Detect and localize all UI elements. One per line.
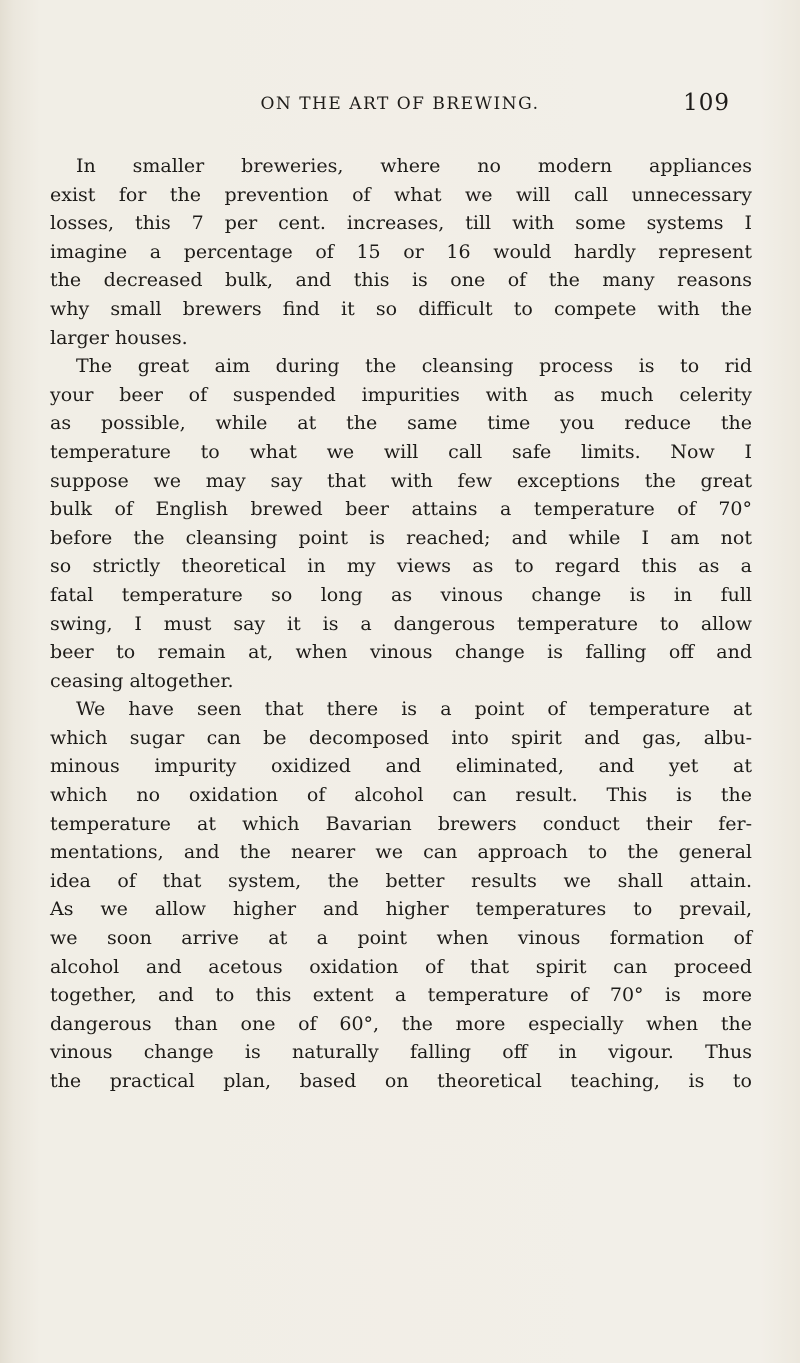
text-line: larger houses. xyxy=(50,326,188,349)
text-line: the practical plan, based on theoretical teaching, is to xyxy=(50,1070,752,1092)
page-header xyxy=(0,90,800,130)
text-line: the decreased bulk, and this is one of the many reasons xyxy=(50,269,752,292)
text-line: idea of that system, the better results we shall attain. xyxy=(50,869,752,892)
text-line: ceasing altogether. xyxy=(50,669,234,692)
text-line: which sugar can be decomposed into spirit and gas, albu- xyxy=(50,726,752,749)
text-line: beer to remain at, when vinous change is falling off and xyxy=(50,641,752,664)
text-line: why small brewers find it so difficult to compete with the xyxy=(50,297,752,320)
text-line: before the cleansing point is reached; and while I am not xyxy=(50,526,752,549)
text-line: temperature at which Bavarian brewers conduct their fer- xyxy=(50,812,752,835)
text-line: In smaller breweries, where no modern appliances xyxy=(76,155,752,177)
text-line: as possible, while at the same time you reduce the xyxy=(50,412,752,435)
text-line: your beer of suspended impurities with as much celerity xyxy=(50,383,752,406)
text-line: swing, I must say it is a dangerous temperature to allow xyxy=(50,612,752,635)
text-line: mentations, and the nearer we can approach to the general xyxy=(50,841,752,864)
paragraph-3 xyxy=(50,695,752,1095)
page-number: 109 xyxy=(683,90,730,116)
body-text xyxy=(50,152,752,1096)
paragraph-2 xyxy=(50,352,752,695)
text-line: bulk of English brewed beer attains a temperature of 70° xyxy=(50,498,752,521)
text-line: temperature to what we will call safe limits. Now I xyxy=(50,440,752,463)
running-head: ON THE ART OF BREWING. xyxy=(260,94,540,114)
text-line: suppose we may say that with few exceptions the great xyxy=(50,469,752,492)
text-line: As we allow higher and higher temperatures to prevail, xyxy=(50,898,752,921)
text-line: dangerous than one of 60°, the more especially when the xyxy=(50,1012,752,1035)
text-line: imagine a percentage of 15 or 16 would hardly represent xyxy=(50,240,752,263)
paragraph-1 xyxy=(50,152,752,352)
text-line: losses, this 7 per cent. increases, till with some systems I xyxy=(50,212,752,235)
text-line: which no oxidation of alcohol can result. This is the xyxy=(50,784,752,807)
text-line: exist for the prevention of what we will call unnecessary xyxy=(50,183,752,206)
text-line: We have seen that there is a point of temperature at xyxy=(76,698,752,721)
text-line: alcohol and acetous oxidation of that spirit can proceed xyxy=(50,955,752,978)
text-line: together, and to this extent a temperature of 70° is more xyxy=(50,984,752,1007)
text-line: vinous change is naturally falling off in vigour. Thus xyxy=(50,1041,752,1064)
text-line: fatal temperature so long as vinous change is in full xyxy=(50,583,752,606)
text-line: The great aim during the cleansing process is to rid xyxy=(76,355,752,378)
text-line: so strictly theoretical in my views as to regard this as a xyxy=(50,555,752,578)
text-line: we soon arrive at a point when vinous formation of xyxy=(50,927,752,950)
text-line: minous impurity oxidized and eliminated, and yet at xyxy=(50,755,752,778)
